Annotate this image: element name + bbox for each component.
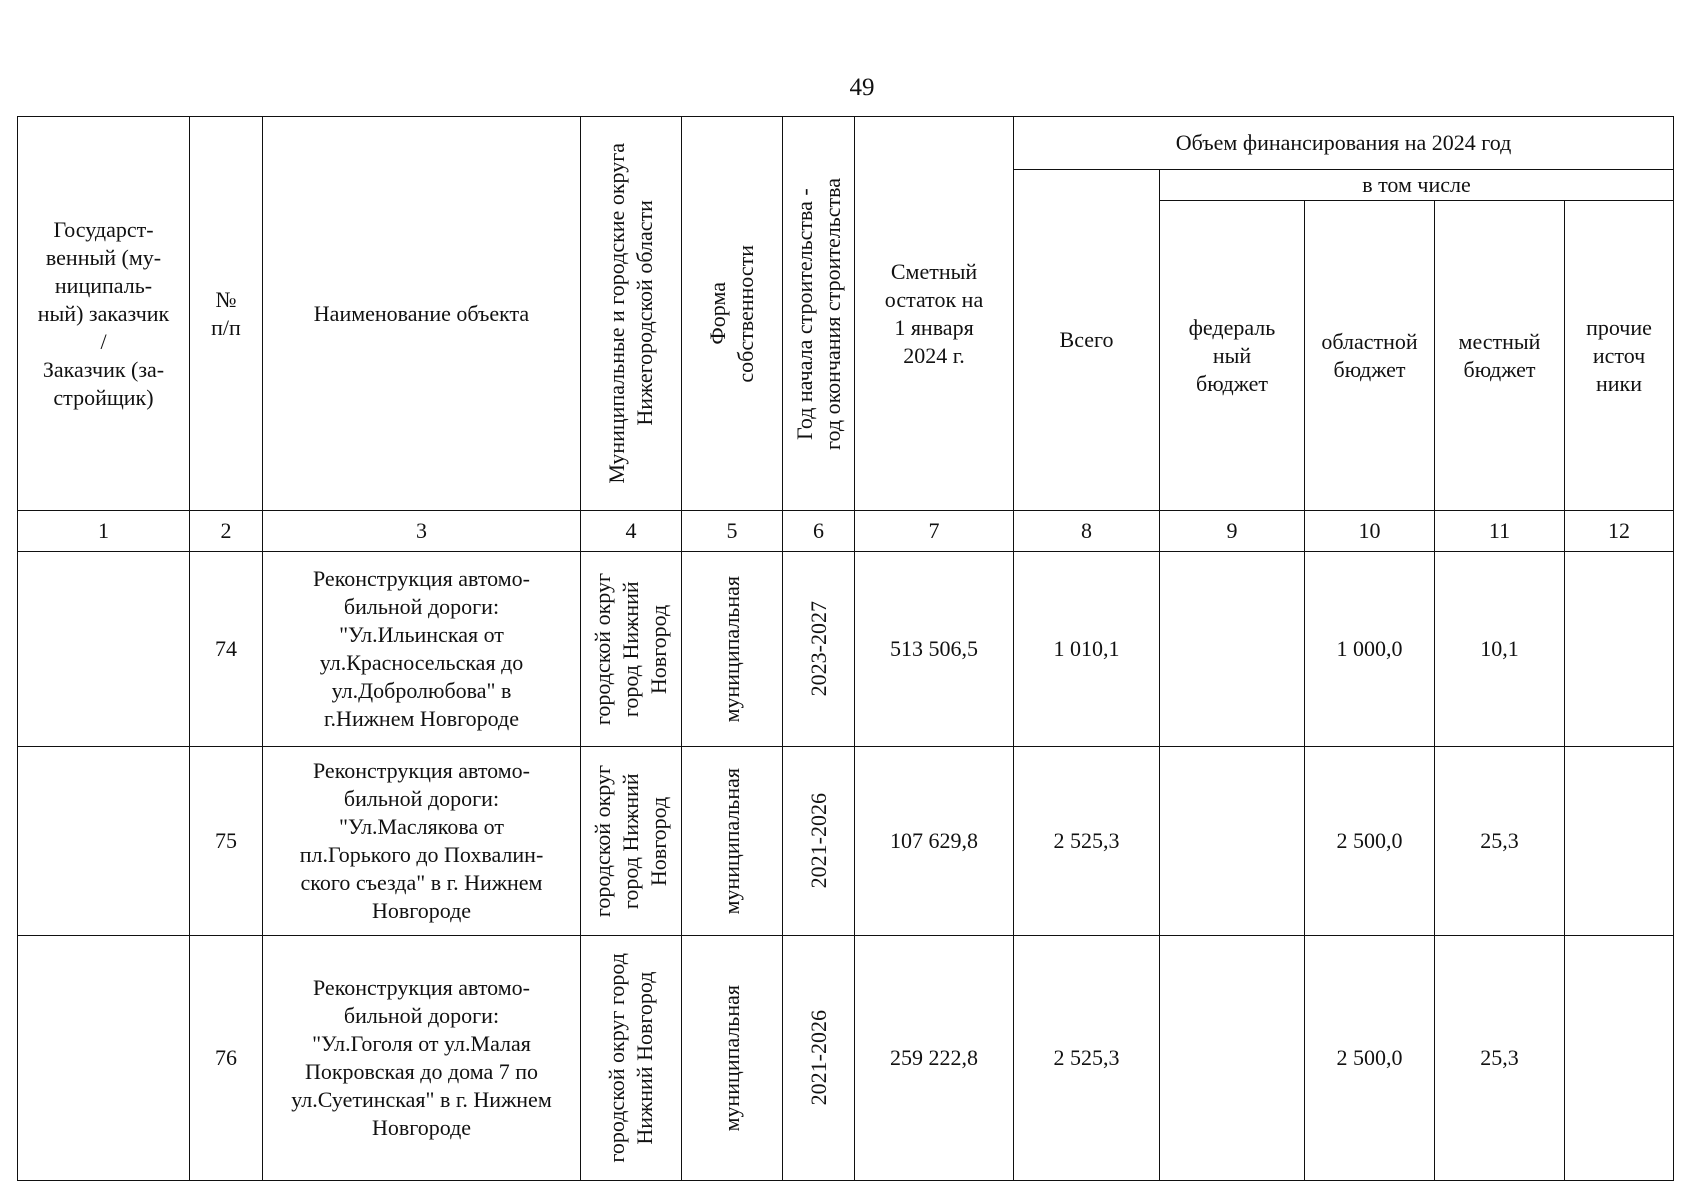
total: 2 525,3	[1014, 747, 1160, 936]
regional: 2 500,0	[1305, 936, 1435, 1181]
column-number: 12	[1565, 511, 1674, 552]
ownership: муниципальная	[719, 984, 744, 1132]
column-number: 8	[1014, 511, 1160, 552]
header-total: Всего	[1014, 170, 1160, 511]
years: 2021-2026	[805, 1010, 831, 1106]
financing-table	[17, 116, 1674, 1181]
ownership-cell	[682, 552, 783, 747]
years-cell	[783, 552, 855, 747]
column-number: 1	[18, 511, 190, 552]
column-number: 10	[1305, 511, 1435, 552]
years: 2023-2027	[805, 601, 831, 697]
local: 25,3	[1435, 936, 1565, 1181]
header-districts: Муниципальные и городские округа Нижегородской области	[604, 143, 657, 484]
header-years: Год начала строительства - год окончания строительства	[791, 177, 845, 450]
district-cell	[581, 936, 682, 1181]
column-number: 7	[855, 511, 1014, 552]
header-years-cell	[783, 117, 855, 511]
total: 2 525,3	[1014, 936, 1160, 1181]
estimate: 259 222,8	[855, 936, 1014, 1181]
header-ownership-cell	[682, 117, 783, 511]
header-ownership: Форма собственности	[705, 244, 758, 383]
ownership-cell	[682, 936, 783, 1181]
customer-cell	[18, 936, 190, 1181]
table-row	[18, 747, 1674, 936]
customer-cell	[18, 747, 190, 936]
column-number: 2	[190, 511, 263, 552]
column-number: 11	[1435, 511, 1565, 552]
district-cell	[581, 552, 682, 747]
estimate: 107 629,8	[855, 747, 1014, 936]
object-name: Реконструкция автомо- бильной дороги: "Ул.Маслякова от пл.Горького до Похвалин- ского съезда" в г. Нижнем Новгороде	[263, 747, 581, 936]
column-number: 5	[682, 511, 783, 552]
row-number: 75	[190, 747, 263, 936]
other	[1565, 552, 1674, 747]
district: городской округ город Нижний Новгород	[590, 764, 671, 918]
local: 25,3	[1435, 747, 1565, 936]
ownership: муниципальная	[719, 767, 744, 915]
regional: 2 500,0	[1305, 747, 1435, 936]
district: городской округ город Нижний Новгород	[590, 572, 671, 726]
object-name: Реконструкция автомо- бильной дороги: "Ул.Ильинская от ул.Красносельская до ул.Добролюбова" в г.Нижнем Новгороде	[263, 552, 581, 747]
row-number: 74	[190, 552, 263, 747]
ownership-cell	[682, 747, 783, 936]
header-customer: Государст- венный (му- ниципаль- ный) заказчик / Заказчик (за- стройщик)	[18, 117, 190, 511]
district: городской округ город Нижний Новгород	[604, 953, 657, 1163]
federal	[1160, 552, 1305, 747]
column-number: 6	[783, 511, 855, 552]
years: 2021-2026	[805, 793, 831, 889]
total: 1 010,1	[1014, 552, 1160, 747]
years-cell	[783, 936, 855, 1181]
column-number: 3	[263, 511, 581, 552]
local: 10,1	[1435, 552, 1565, 747]
other	[1565, 747, 1674, 936]
header-funding: Объем финансирования на 2024 год	[1014, 117, 1674, 170]
customer-cell	[18, 552, 190, 747]
header-districts-cell	[581, 117, 682, 511]
header-including: в том числе	[1160, 170, 1674, 201]
column-number: 9	[1160, 511, 1305, 552]
district-cell	[581, 747, 682, 936]
ownership: муниципальная	[719, 575, 744, 723]
estimate: 513 506,5	[855, 552, 1014, 747]
years-cell	[783, 747, 855, 936]
header-number: № п/п	[190, 117, 263, 511]
regional: 1 000,0	[1305, 552, 1435, 747]
column-number: 4	[581, 511, 682, 552]
federal	[1160, 936, 1305, 1181]
page-number: 49	[849, 74, 875, 101]
federal	[1160, 747, 1305, 936]
table-row	[18, 552, 1674, 747]
header-regional: областной бюджет	[1305, 201, 1435, 511]
header-estimate: Сметный остаток на 1 января 2024 г.	[855, 117, 1014, 511]
header-federal: федераль ный бюджет	[1160, 201, 1305, 511]
header-other: прочие источ ники	[1565, 201, 1674, 511]
other	[1565, 936, 1674, 1181]
row-number: 76	[190, 936, 263, 1181]
column-number-row	[18, 511, 1674, 552]
header-local: местный бюджет	[1435, 201, 1565, 511]
table-row	[18, 936, 1674, 1181]
object-name: Реконструкция автомо- бильной дороги: "Ул.Гоголя от ул.Малая Покровская до дома 7 по ул.Суетинская" в г. Нижнем Новгороде	[263, 936, 581, 1181]
header-object-name: Наименование объекта	[263, 117, 581, 511]
